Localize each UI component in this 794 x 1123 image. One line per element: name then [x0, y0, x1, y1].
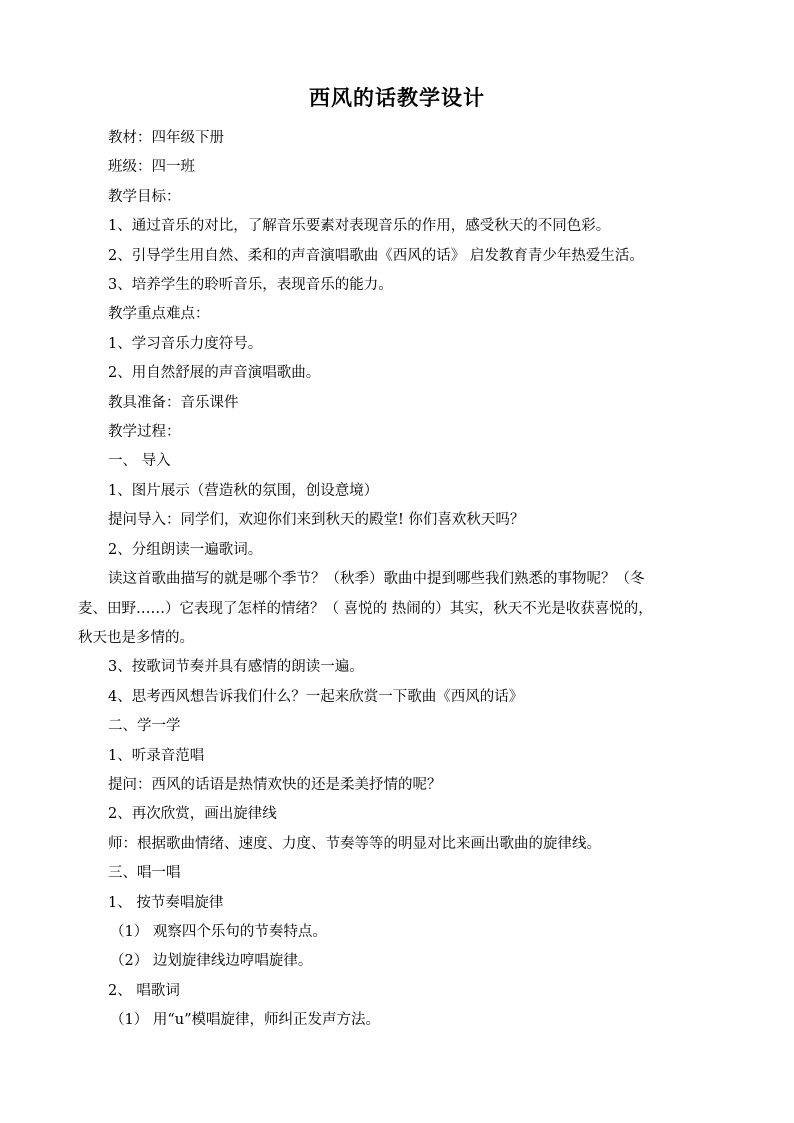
step-question-intro: 提问导入：同学们，欢迎你们来到秋天的殿堂! 你们喜欢秋天吗？	[108, 512, 525, 529]
objective-2: 2、引导学生用自然、柔和的声音演唱歌曲《西风的话》 启发教育青少年热爱生活。	[108, 247, 644, 264]
paragraph-line-2: 麦、田野……）它表现了怎样的情绪？（ 喜悦的 热闹的）其实，秋天不光是收获喜悦的，	[78, 600, 653, 617]
textbook-line: 教材：四年级下册	[108, 130, 224, 146]
step-teacher-note: 师：根据歌曲情绪、速度、力度、节奏等等的明显对比来画出歌曲的旋律线。	[108, 835, 601, 852]
step-sing-lyrics: 2、 唱歌词	[108, 982, 180, 999]
key-point-1: 1、学习音乐力度符号。	[108, 335, 263, 352]
class-line: 班级：四一班	[108, 159, 195, 176]
substep-observe-rhythm: （1） 观察四个乐句的节奏特点。	[110, 923, 327, 940]
step-group-reading: 2、分组朗读一遍歌词。	[108, 541, 263, 558]
section-2-heading: 二、学一学	[108, 718, 181, 735]
paragraph-line-3: 秋天也是多情的。	[78, 629, 194, 646]
step-picture-display: 1、图片展示（营造秋的氛围，创设意境）	[108, 482, 379, 499]
paragraph-line-1: 读这首歌曲描写的就是哪个季节？（秋季）歌曲中提到哪些我们熟悉的事物呢？（冬	[108, 571, 645, 588]
objective-3: 3、培养学生的聆听音乐，表现音乐的能力。	[108, 277, 393, 294]
section-1-heading: 一、 导入	[108, 453, 171, 470]
discussion-paragraph	[78, 565, 690, 653]
key-points-heading: 教学重点难点：	[108, 306, 210, 323]
teaching-aids-line: 教具准备：音乐课件	[108, 394, 239, 411]
objective-1: 1、通过音乐的对比，了解音乐要素对表现音乐的作用，感受秋天的不同色彩。	[108, 218, 611, 235]
process-heading: 教学过程：	[108, 424, 181, 441]
step-sing-melody: 1、 按节奏唱旋律	[108, 894, 224, 911]
substep-u-humming: （1） 用“u”模唱旋律，师纠正发声方法。	[110, 1012, 380, 1029]
step-draw-melody: 2、再次欣赏，画出旋律线	[108, 806, 277, 823]
step-listen-recording: 1、听录音范唱	[108, 747, 205, 764]
document-title: 西风的话教学设计	[309, 85, 485, 110]
objectives-heading: 教学目标：	[108, 188, 181, 205]
document-body	[78, 124, 728, 1036]
key-point-2: 2、用自然舒展的声音演唱歌曲。	[108, 365, 321, 382]
step-think-appreciate: 4、思考西风想告诉我们什么？一起来欣赏一下歌曲《西风的话》	[108, 688, 524, 705]
substep-hum-melody: （2） 边划旋律线边哼唱旋律。	[110, 953, 313, 970]
step-question-mood: 提问：西风的话语是热情欢快的还是柔美抒情的呢？	[108, 776, 442, 793]
step-rhythm-reading: 3、按歌词节奏并具有感情的朗读一遍。	[108, 659, 364, 676]
section-3-heading: 三、唱一唱	[108, 865, 181, 882]
